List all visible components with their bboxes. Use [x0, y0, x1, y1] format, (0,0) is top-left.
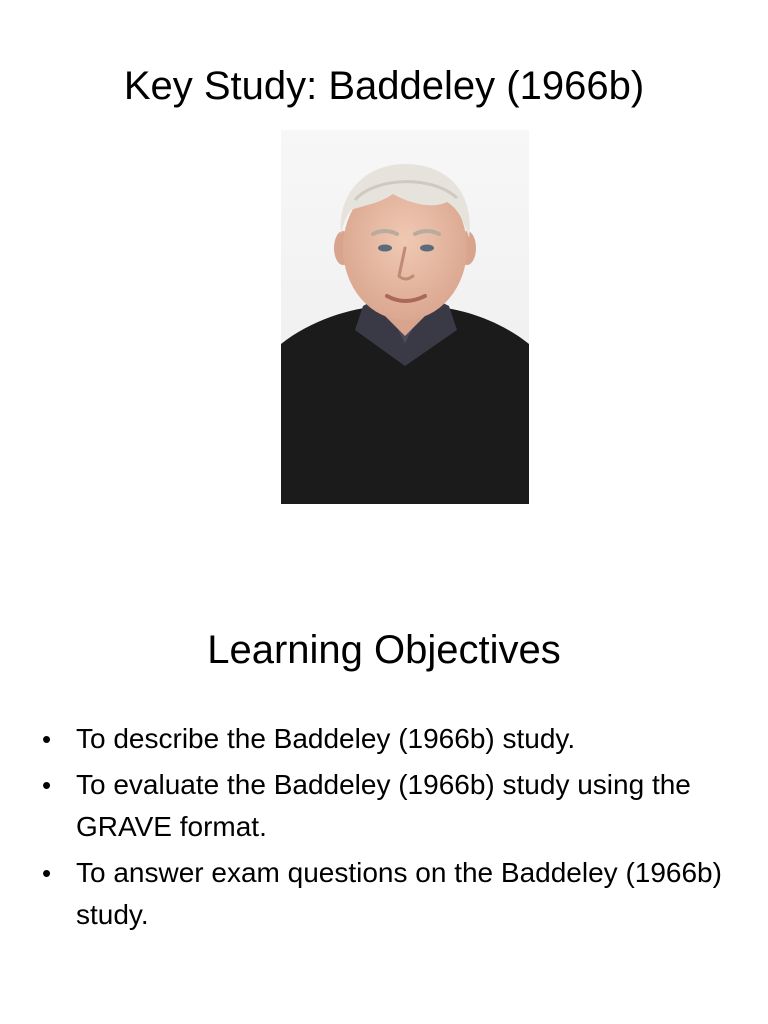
- objective-text: To describe the Baddeley (1966b) study.: [76, 723, 576, 754]
- slide-title: Learning Objectives: [207, 628, 561, 672]
- list-item: [42, 764, 732, 848]
- objectives-list: [42, 718, 732, 940]
- objective-text: To evaluate the Baddeley (1966b) study using the GRAVE format.: [76, 769, 691, 842]
- list-item: [42, 718, 732, 760]
- slide-learning-objectives: [0, 512, 768, 1024]
- objective-text: To answer exam questions on the Baddeley (1966b) study.: [76, 857, 722, 930]
- bullet-icon: •: [42, 858, 52, 888]
- bullet-icon: •: [42, 770, 52, 800]
- slide-title: Key Study: Baddeley (1966b): [123, 64, 645, 108]
- portrait-photo: [281, 130, 529, 504]
- bullet-icon: •: [42, 724, 52, 754]
- list-item: [42, 852, 732, 936]
